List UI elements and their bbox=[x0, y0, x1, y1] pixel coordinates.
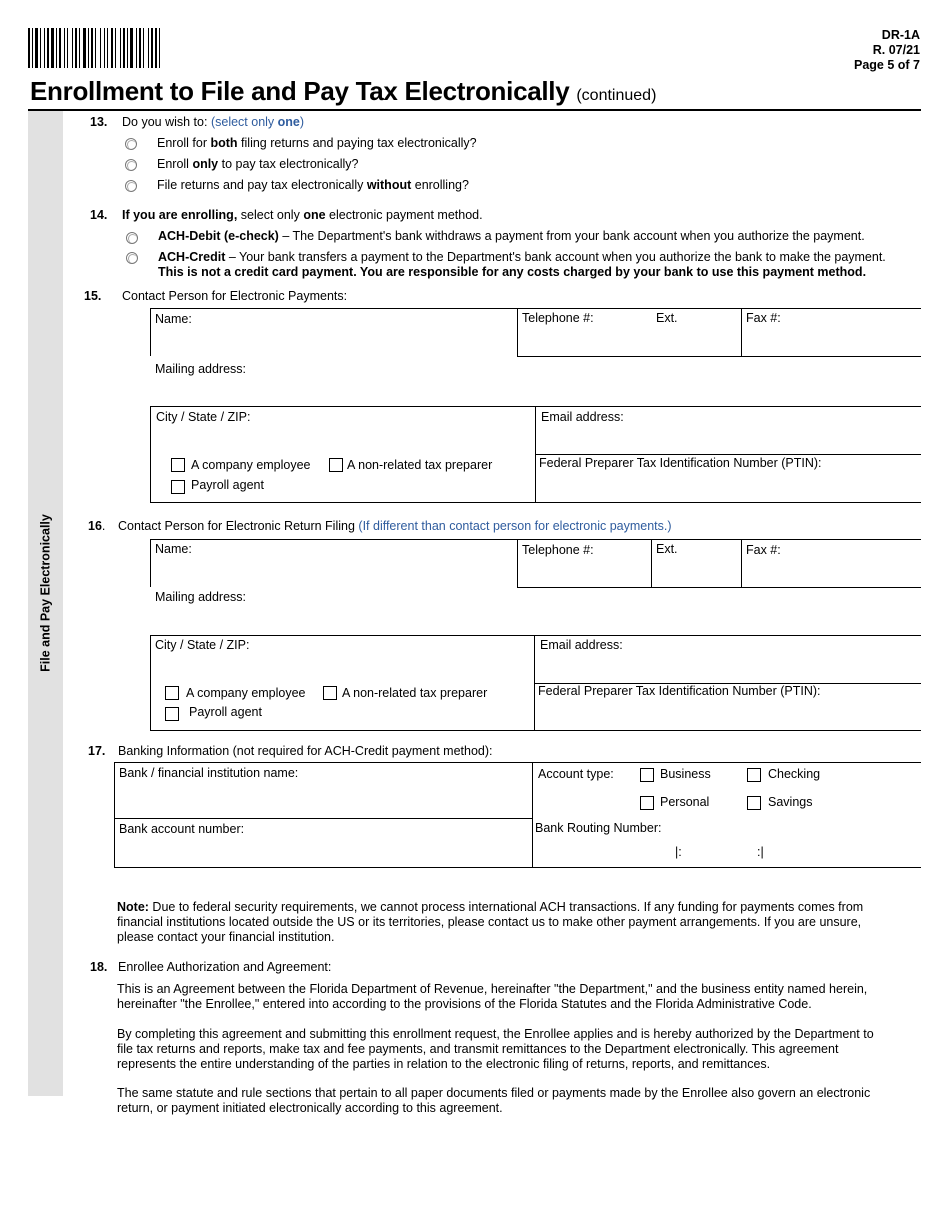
q15-ptin-label: Federal Preparer Tax Identification Number (PTIN): bbox=[539, 456, 822, 470]
q14-prompt-post: electronic payment method. bbox=[325, 208, 483, 222]
q17-personal-checkbox[interactable] bbox=[640, 796, 654, 810]
q13-option-pay-only bbox=[157, 157, 359, 171]
title-rule bbox=[28, 109, 921, 111]
q13-option-without bbox=[157, 178, 469, 192]
page-number: Page 5 of 7 bbox=[854, 58, 920, 72]
q16-rule bbox=[517, 539, 518, 587]
q14-opt2-bold: ACH-Credit bbox=[158, 250, 226, 264]
q17-rule bbox=[114, 867, 921, 868]
q15-rule bbox=[150, 406, 151, 502]
q13-radio-without[interactable] bbox=[125, 180, 137, 192]
q16-number-text: 16 bbox=[88, 519, 102, 533]
q16-fax-label: Fax #: bbox=[746, 543, 781, 557]
q13-hint-post: ) bbox=[299, 115, 305, 129]
q14-prompt-bold: If you are enrolling, bbox=[122, 208, 238, 222]
q16-name-label: Name: bbox=[155, 542, 192, 556]
q13-hint-pre: (select only bbox=[210, 115, 278, 129]
q16-preparer-label: A non-related tax preparer bbox=[342, 686, 488, 700]
barcode-image bbox=[28, 28, 252, 68]
q17-checking-checkbox[interactable] bbox=[747, 768, 761, 782]
q16-prompt bbox=[118, 519, 672, 533]
q13-prompt-text: Do you wish to: bbox=[122, 115, 208, 129]
q18-prompt: Enrollee Authorization and Agreement: bbox=[118, 960, 332, 974]
q13-opt1-post: filing returns and paying tax electronically? bbox=[237, 136, 477, 150]
q17-savings-label: Savings bbox=[768, 795, 813, 809]
page-title-suffix: (continued) bbox=[576, 87, 657, 104]
q17-checking-label: Checking bbox=[768, 767, 821, 781]
page-title-text: Enrollment to File and Pay Tax Electronically bbox=[30, 76, 570, 106]
q16-rule bbox=[150, 635, 151, 730]
q16-number: 16. bbox=[88, 519, 106, 533]
q16-rule bbox=[741, 539, 742, 587]
q15-prompt: Contact Person for Electronic Payments: bbox=[122, 289, 348, 303]
q14-number: 14. bbox=[90, 208, 108, 222]
q16-hint: (If different than contact person for electronic payments.) bbox=[358, 519, 672, 533]
note-text: Due to federal security requirements, we cannot process international ACH transactions. If any funding for payments comes from financial institutions located outside the US or its territories, please contact us to make other payment arrangements. If you are unsure, please contact your financial institution. bbox=[117, 900, 864, 944]
q13-opt2-pre: Enroll bbox=[157, 157, 193, 171]
q15-agent-label: Payroll agent bbox=[191, 478, 264, 492]
q13-opt2-post: to pay tax electronically? bbox=[218, 157, 359, 171]
q15-ext-label: Ext. bbox=[656, 311, 678, 325]
q14-opt2-text: – Your bank transfers a payment to the Department's bank account when you authorize the bank to make the payment. bbox=[225, 250, 886, 264]
q13-opt3-post: enrolling? bbox=[411, 178, 469, 192]
q15-employee-checkbox[interactable] bbox=[171, 458, 185, 472]
q14-opt1-bold: ACH-Debit (e-check) bbox=[158, 229, 279, 243]
q18-paragraph-1: This is an Agreement between the Florida Department of Revenue, hereinafter "the Department," and the business entity named herein, hereinafter "the Enrollee," entered into according to the provisions of the Florida Statutes and the Florida Administrative Code. bbox=[117, 982, 868, 1011]
q16-agent-checkbox[interactable] bbox=[165, 707, 179, 721]
q13-radio-pay-only[interactable] bbox=[125, 159, 137, 171]
q15-preparer-checkbox[interactable] bbox=[329, 458, 343, 472]
q13-prompt bbox=[122, 115, 304, 129]
q16-employee-label: A company employee bbox=[186, 686, 306, 700]
q17-business-checkbox[interactable] bbox=[640, 768, 654, 782]
q13-opt1-bold: both bbox=[210, 136, 238, 150]
form-number: DR-1A bbox=[881, 28, 920, 42]
q14-credit-note: This is not a credit card payment. You are responsible for any costs charged by your bank to use this payment method. bbox=[158, 265, 867, 279]
q14-option-ach-credit bbox=[158, 250, 886, 264]
q17-rule bbox=[532, 762, 533, 867]
q13-opt1-pre: Enroll for bbox=[157, 136, 211, 150]
q15-fax-label: Fax #: bbox=[746, 311, 781, 325]
q16-rule bbox=[150, 730, 921, 731]
q13-opt3-bold: without bbox=[366, 178, 412, 192]
sidebar-label: File and Pay Electronically bbox=[38, 514, 53, 672]
q15-rule bbox=[150, 308, 921, 309]
note-label: Note: bbox=[117, 900, 149, 914]
q17-routing-label: Bank Routing Number: bbox=[535, 821, 662, 835]
q13-option-both bbox=[157, 136, 477, 150]
q18-paragraph-3: The same statute and rule sections that pertain to all paper documents filed or payments made by the Enrollee also govern an electronic return, or payment initiated electronically according to this agreement. bbox=[117, 1086, 871, 1115]
q13-number: 13. bbox=[90, 115, 108, 129]
q14-prompt-bold2: one bbox=[303, 208, 326, 222]
q15-phone-label: Telephone #: bbox=[522, 311, 594, 325]
q14-option-ach-debit bbox=[158, 229, 865, 243]
q15-preparer-label: A non-related tax preparer bbox=[347, 458, 493, 472]
q17-rule bbox=[114, 818, 532, 819]
q15-employee-label: A company employee bbox=[191, 458, 311, 472]
q13-hint-bold: one bbox=[277, 115, 300, 129]
q15-rule bbox=[517, 356, 921, 357]
q13-radio-both[interactable] bbox=[125, 138, 137, 150]
q16-rule bbox=[150, 539, 921, 540]
q16-rule bbox=[150, 635, 921, 636]
q16-preparer-checkbox[interactable] bbox=[323, 686, 337, 700]
q13-hint bbox=[211, 115, 304, 129]
q14-prompt bbox=[122, 208, 483, 222]
q15-rule bbox=[150, 308, 151, 356]
q16-mailing-label: Mailing address: bbox=[155, 590, 247, 604]
q16-rule bbox=[651, 539, 652, 587]
q17-routing-separator-left: |: bbox=[675, 845, 682, 859]
q16-agent-label: Payroll agent bbox=[189, 705, 262, 719]
q15-agent-checkbox[interactable] bbox=[171, 480, 185, 494]
q14-opt1-text: – The Department's bank withdraws a payment from your bank account when you authorize the payment. bbox=[278, 229, 865, 243]
form-revision: R. 07/21 bbox=[872, 43, 920, 57]
q14-radio-ach-debit[interactable] bbox=[126, 232, 138, 244]
q14-prompt-mid: select only bbox=[237, 208, 304, 222]
q13-opt3-pre: File returns and pay tax electronically bbox=[157, 178, 367, 192]
q17-rule bbox=[114, 762, 115, 867]
q17-savings-checkbox[interactable] bbox=[747, 796, 761, 810]
q15-rule bbox=[150, 502, 921, 503]
q16-email-label: Email address: bbox=[540, 638, 623, 652]
q17-business-label: Business bbox=[660, 767, 711, 781]
q15-mailing-label: Mailing address: bbox=[155, 362, 247, 376]
q18-paragraph-2: By completing this agreement and submitting this enrollment request, the Enrollee applies and is hereby authorized by the Department to file tax returns and reports, make tax and fee payments, and transmit remittances to the Department electronically. This agreement represents the entire understanding of the parties in relation to the electronic filing of returns, reports, and remittances. bbox=[117, 1027, 874, 1071]
form-identifier bbox=[854, 28, 920, 73]
q17-routing-separator-right: :| bbox=[757, 845, 764, 859]
q15-rule bbox=[535, 454, 921, 455]
page-title bbox=[30, 76, 656, 107]
q16-rule bbox=[517, 587, 921, 588]
q15-name-label: Name: bbox=[155, 312, 192, 326]
q17-account-number-label: Bank account number: bbox=[119, 822, 245, 836]
q13-opt2-bold: only bbox=[192, 157, 219, 171]
q15-city-label: City / State / ZIP: bbox=[156, 410, 251, 424]
q17-prompt: Banking Information (not required for ACH-Credit payment method): bbox=[118, 744, 493, 758]
q17-bank-name-label: Bank / financial institution name: bbox=[119, 766, 299, 780]
q15-number: 15. bbox=[84, 289, 102, 303]
q15-rule bbox=[517, 308, 518, 356]
q16-prompt-text: Contact Person for Electronic Return Filing bbox=[118, 519, 355, 533]
q16-city-label: City / State / ZIP: bbox=[155, 638, 250, 652]
q16-employee-checkbox[interactable] bbox=[165, 686, 179, 700]
q16-phone-label: Telephone #: bbox=[522, 543, 594, 557]
q16-rule bbox=[150, 539, 151, 587]
sidebar-band bbox=[28, 111, 63, 1096]
q18-number: 18. bbox=[90, 960, 108, 974]
note-paragraph bbox=[117, 900, 887, 945]
q15-email-label: Email address: bbox=[541, 410, 624, 424]
q16-ptin-label: Federal Preparer Tax Identification Number (PTIN): bbox=[538, 684, 821, 698]
q17-personal-label: Personal bbox=[660, 795, 710, 809]
q14-radio-ach-credit[interactable] bbox=[126, 252, 138, 264]
q16-ext-label: Ext. bbox=[656, 542, 678, 556]
q17-rule bbox=[114, 762, 921, 763]
q17-account-type-label: Account type: bbox=[538, 767, 614, 781]
q15-rule bbox=[741, 308, 742, 356]
q17-number: 17. bbox=[88, 744, 106, 758]
